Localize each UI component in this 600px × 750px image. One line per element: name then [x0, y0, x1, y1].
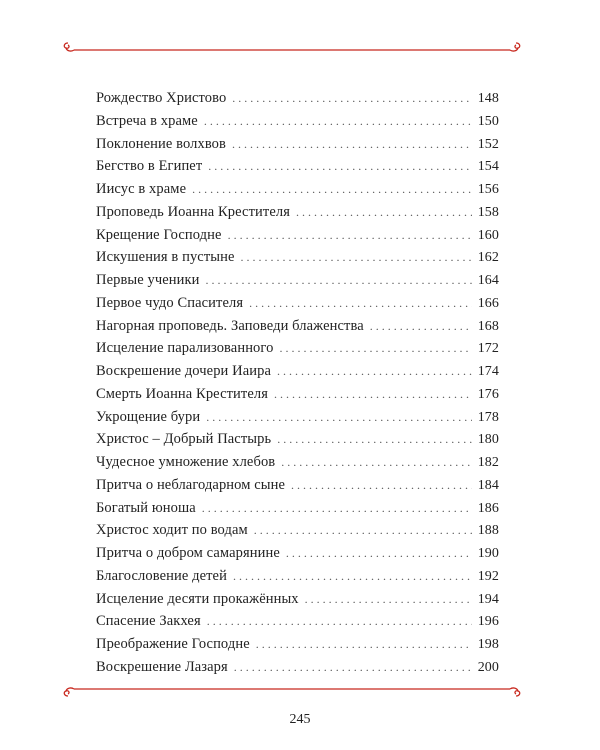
toc-entry-title: Поклонение волхвов [96, 135, 226, 152]
dot-leader [207, 614, 472, 629]
toc-entry-title: Встреча в храме [96, 112, 198, 129]
toc-entry-title: Исцеление десяти прокажённых [96, 590, 299, 607]
toc-entry-title: Смерть Иоанна Крестителя [96, 385, 268, 402]
dot-leader [291, 478, 472, 493]
toc-entry [96, 500, 499, 523]
dot-leader [241, 250, 472, 265]
toc-entry-title: Нагорная проповедь. Заповеди блаженства [96, 317, 364, 334]
dot-leader [254, 523, 472, 538]
toc-entry-page: 152 [477, 136, 499, 152]
toc-entry-title: Первое чудо Спасителя [96, 294, 244, 311]
toc-entry [96, 568, 499, 591]
toc-entry [96, 636, 499, 659]
dot-leader [274, 387, 472, 402]
dot-leader [233, 569, 472, 584]
toc-entry [96, 295, 499, 318]
bottom-ornamental-rule [62, 685, 522, 699]
toc-entry-page: 180 [477, 432, 499, 448]
toc-entry-title: Христос ходит по водам [96, 522, 248, 539]
toc-entry-page: 150 [477, 113, 499, 129]
toc-entry-page: 166 [477, 295, 499, 311]
dot-leader [206, 273, 472, 288]
toc-entry-page: 198 [477, 637, 499, 652]
dot-leader [202, 501, 472, 516]
toc-entry [96, 659, 499, 682]
toc-entry-title: Воскрешение Лазаря [96, 658, 228, 675]
toc-entry [96, 591, 499, 614]
toc-entry [96, 318, 499, 341]
toc-entry-page: 192 [477, 568, 499, 584]
toc-entry [96, 181, 499, 204]
toc-entry-page: 200 [477, 659, 499, 675]
toc-entry-title: Чудесное умножение хлебов [96, 454, 276, 470]
dot-leader [228, 228, 472, 243]
toc-entry [96, 249, 499, 272]
toc-entry-title: Первые ученики [96, 272, 200, 288]
toc-entry-title: Рождество Христово [96, 90, 227, 106]
dot-leader [204, 114, 472, 129]
toc-entry-title: Богатый юноша [96, 499, 196, 516]
toc-entry-title: Исцеление парализованного [96, 340, 274, 357]
toc-entry [96, 272, 499, 295]
toc-entry-title: Бегство в Египет [96, 158, 203, 175]
toc-entry-page: 162 [477, 250, 499, 266]
dot-leader [256, 637, 472, 652]
toc-entry-title: Укрощение бури [96, 408, 201, 425]
dot-leader [277, 364, 472, 379]
toc-entry-page: 148 [477, 91, 499, 106]
toc-entry [96, 204, 499, 227]
toc-entry-page: 176 [477, 386, 499, 402]
toc-entry-title: Крещение Господне [96, 226, 222, 243]
toc-entry-page: 158 [477, 204, 499, 220]
page-number: 245 [289, 712, 311, 727]
toc-entry-page: 186 [477, 500, 499, 516]
toc-entry [96, 158, 499, 181]
toc-entry [96, 409, 499, 432]
toc-entry-title: Воскрешение дочери Иаира [96, 363, 271, 379]
toc-entry-page: 160 [477, 227, 499, 243]
dot-leader [279, 341, 471, 356]
toc-entry [96, 522, 499, 545]
dot-leader [305, 592, 472, 607]
toc-entry [96, 477, 499, 500]
toc-entry-page: 154 [477, 159, 499, 175]
toc-entry-title: Благословение детей [96, 567, 227, 584]
toc-entry-page: 178 [477, 409, 499, 425]
dot-leader [232, 137, 472, 152]
toc-entry [96, 136, 499, 159]
dot-leader [192, 182, 472, 197]
toc-entry [96, 90, 499, 113]
dot-leader [234, 660, 472, 675]
toc-entry-page: 156 [477, 182, 499, 197]
toc-entry [96, 363, 499, 386]
toc-entry-page: 168 [477, 318, 499, 334]
dot-leader [232, 91, 471, 106]
toc-entry-page: 190 [477, 546, 499, 561]
toc-entry [96, 431, 499, 454]
toc-entry [96, 545, 499, 568]
toc-entry [96, 454, 499, 477]
toc-entry-page: 174 [477, 364, 499, 379]
table-of-contents [96, 90, 499, 682]
dot-leader [206, 410, 471, 425]
toc-entry-title: Спасение Закхея [96, 613, 201, 630]
dot-leader [281, 455, 471, 470]
dot-leader [208, 159, 471, 174]
dot-leader [277, 432, 471, 447]
dot-leader [296, 205, 472, 220]
toc-entry [96, 227, 499, 250]
toc-entry [96, 340, 499, 363]
dot-leader [286, 546, 472, 561]
toc-entry-title: Искушения в пустыне [96, 249, 235, 266]
toc-entry-title: Иисус в храме [96, 181, 187, 197]
toc-entry-title: Христос – Добрый Пастырь [96, 431, 272, 448]
dot-leader [249, 296, 472, 311]
toc-entry-title: Преображение Господне [96, 636, 250, 652]
toc-entry-page: 184 [477, 477, 499, 493]
top-ornamental-rule [62, 40, 522, 54]
toc-entry-title: Притча о неблагодарном сыне [96, 476, 286, 493]
toc-entry-title: Проповедь Иоанна Крестителя [96, 203, 290, 220]
toc-entry-page: 172 [477, 341, 499, 357]
toc-entry-page: 196 [477, 614, 499, 630]
dot-leader [370, 319, 472, 334]
toc-entry-page: 188 [477, 523, 499, 539]
toc-entry [96, 386, 499, 409]
toc-entry-title: Притча о добром самарянине [96, 545, 280, 561]
toc-entry-page: 164 [477, 273, 499, 288]
toc-entry [96, 613, 499, 636]
toc-entry-page: 182 [477, 455, 499, 470]
toc-entry [96, 113, 499, 136]
toc-entry-page: 194 [477, 591, 499, 607]
